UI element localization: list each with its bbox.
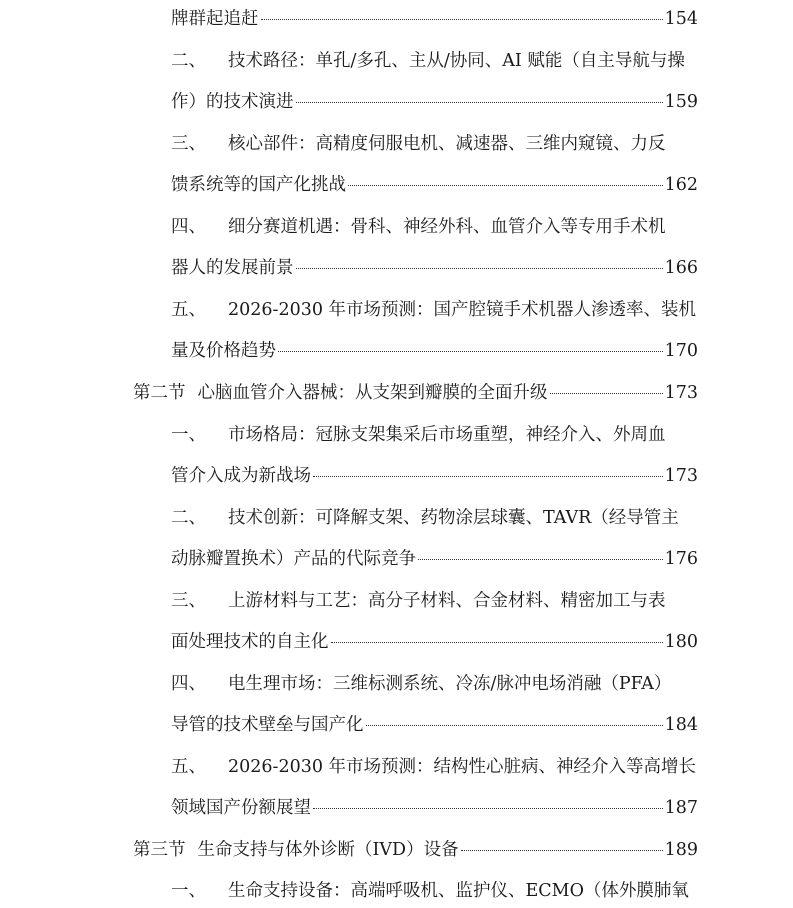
toc-entry-number: 二、 [171,51,206,71]
toc-entry[interactable] [171,129,698,159]
toc-page-number: 162 [664,175,698,195]
toc-section-title: 心脑血管介入器械：从支架到瓣膜的全面升级 [197,383,548,403]
dot-leader [313,476,663,477]
toc-entry[interactable] [171,752,698,782]
toc-entry-number: 三、 [171,134,206,154]
dot-leader [550,393,663,394]
toc-entry[interactable] [171,627,698,657]
toc-entry-title: 动脉瓣置换术）产品的代际竞争 [171,549,416,569]
toc-entry[interactable] [171,295,698,325]
toc-entry-title: 面处理技术的自主化 [171,632,329,652]
dot-leader [261,19,663,20]
toc-page-number: 170 [664,341,698,361]
dot-leader [461,850,663,851]
toc-entry[interactable] [171,170,698,200]
toc-page-number: 176 [664,549,698,569]
toc-entry[interactable] [171,4,698,34]
dot-leader [278,351,663,352]
toc-entry[interactable] [171,461,698,491]
toc-entry-number: 五、 [171,300,206,320]
toc-entry[interactable] [171,544,698,574]
toc-entry-title: 牌群起追赶 [171,9,259,29]
toc-page-number: 166 [664,258,698,278]
toc-entry[interactable] [171,710,698,740]
toc-entry[interactable] [171,212,698,242]
dot-leader [348,185,663,186]
toc-entry-title: 市场格局：冠脉支架集采后市场重塑，神经介入、外周血 [228,425,666,445]
toc-entry-title: 技术路径：单孔/多孔、主从/协同、AI 赋能（自主导航与操 [228,51,685,71]
toc-entry[interactable] [171,253,698,283]
toc-entry-title: 领域国产份额展望 [171,798,311,818]
toc-entry-number: 一、 [171,425,206,445]
toc-entry-title: 生命支持设备：高端呼吸机、监护仪、ECMO（体外膜肺氧 [228,881,689,901]
dot-leader [418,559,663,560]
toc-entry[interactable] [171,669,698,699]
toc-entry[interactable] [171,876,698,906]
toc-section-number: 第三节 [133,840,186,860]
toc-entry-title: 电生理市场：三维标测系统、冷冻/脉冲电场消融（PFA） [228,674,672,694]
toc-entry[interactable] [171,503,698,533]
toc-page-number: 173 [664,466,698,486]
toc-entry-title: 技术创新：可降解支架、药物涂层球囊、TAVR（经导管主 [228,508,679,528]
toc-entry-title: 2026-2030 年市场预测：国产腔镜手术机器人渗透率、装机 [228,300,697,320]
toc-entry[interactable] [171,793,698,823]
toc-entry-title: 导管的技术壁垒与国产化 [171,715,364,735]
toc-entry[interactable] [171,420,698,450]
toc-section-title: 生命支持与体外诊断（IVD）设备 [197,840,459,860]
dot-leader [331,642,663,643]
toc-entry-number: 三、 [171,591,206,611]
toc-entry-title: 2026-2030 年市场预测：结构性心脏病、神经介入等高增长 [228,757,697,777]
toc-entry-title: 管介入成为新战场 [171,466,311,486]
toc-page-number: 189 [664,840,698,860]
toc-section-number: 第二节 [133,383,186,403]
toc-page-number: 159 [664,92,698,112]
toc-entry-title: 量及价格趋势 [171,341,276,361]
dot-leader [366,725,663,726]
toc-entry-number: 四、 [171,217,206,237]
toc-page-number: 184 [664,715,698,735]
toc-entry-title: 细分赛道机遇：骨科、神经外科、血管介入等专用手术机 [228,217,666,237]
toc-entry-number: 五、 [171,757,206,777]
toc-entry-title: 馈系统等的国产化挑战 [171,175,346,195]
toc-entry-title: 器人的发展前景 [171,258,294,278]
toc-page-number: 180 [664,632,698,652]
toc-entry-title: 作）的技术演进 [171,92,294,112]
toc-entry[interactable] [171,87,698,117]
toc-entry-title: 上游材料与工艺：高分子材料、合金材料、精密加工与表 [228,591,666,611]
toc-page-number: 173 [664,383,698,403]
dot-leader [296,102,663,103]
toc-section-entry[interactable] [133,835,698,865]
toc-page-number: 154 [664,9,698,29]
toc-entry-title: 核心部件：高精度伺服电机、减速器、三维内窥镜、力反 [228,134,666,154]
toc-entry-number: 二、 [171,508,206,528]
toc-page-number: 187 [664,798,698,818]
toc-entry[interactable] [171,336,698,366]
toc-entry-number: 四、 [171,674,206,694]
toc-entry-number: 一、 [171,881,206,901]
toc-section-entry[interactable] [133,378,698,408]
toc-entry[interactable] [171,46,698,76]
dot-leader [296,268,663,269]
dot-leader [313,808,663,809]
toc-entry[interactable] [171,586,698,616]
